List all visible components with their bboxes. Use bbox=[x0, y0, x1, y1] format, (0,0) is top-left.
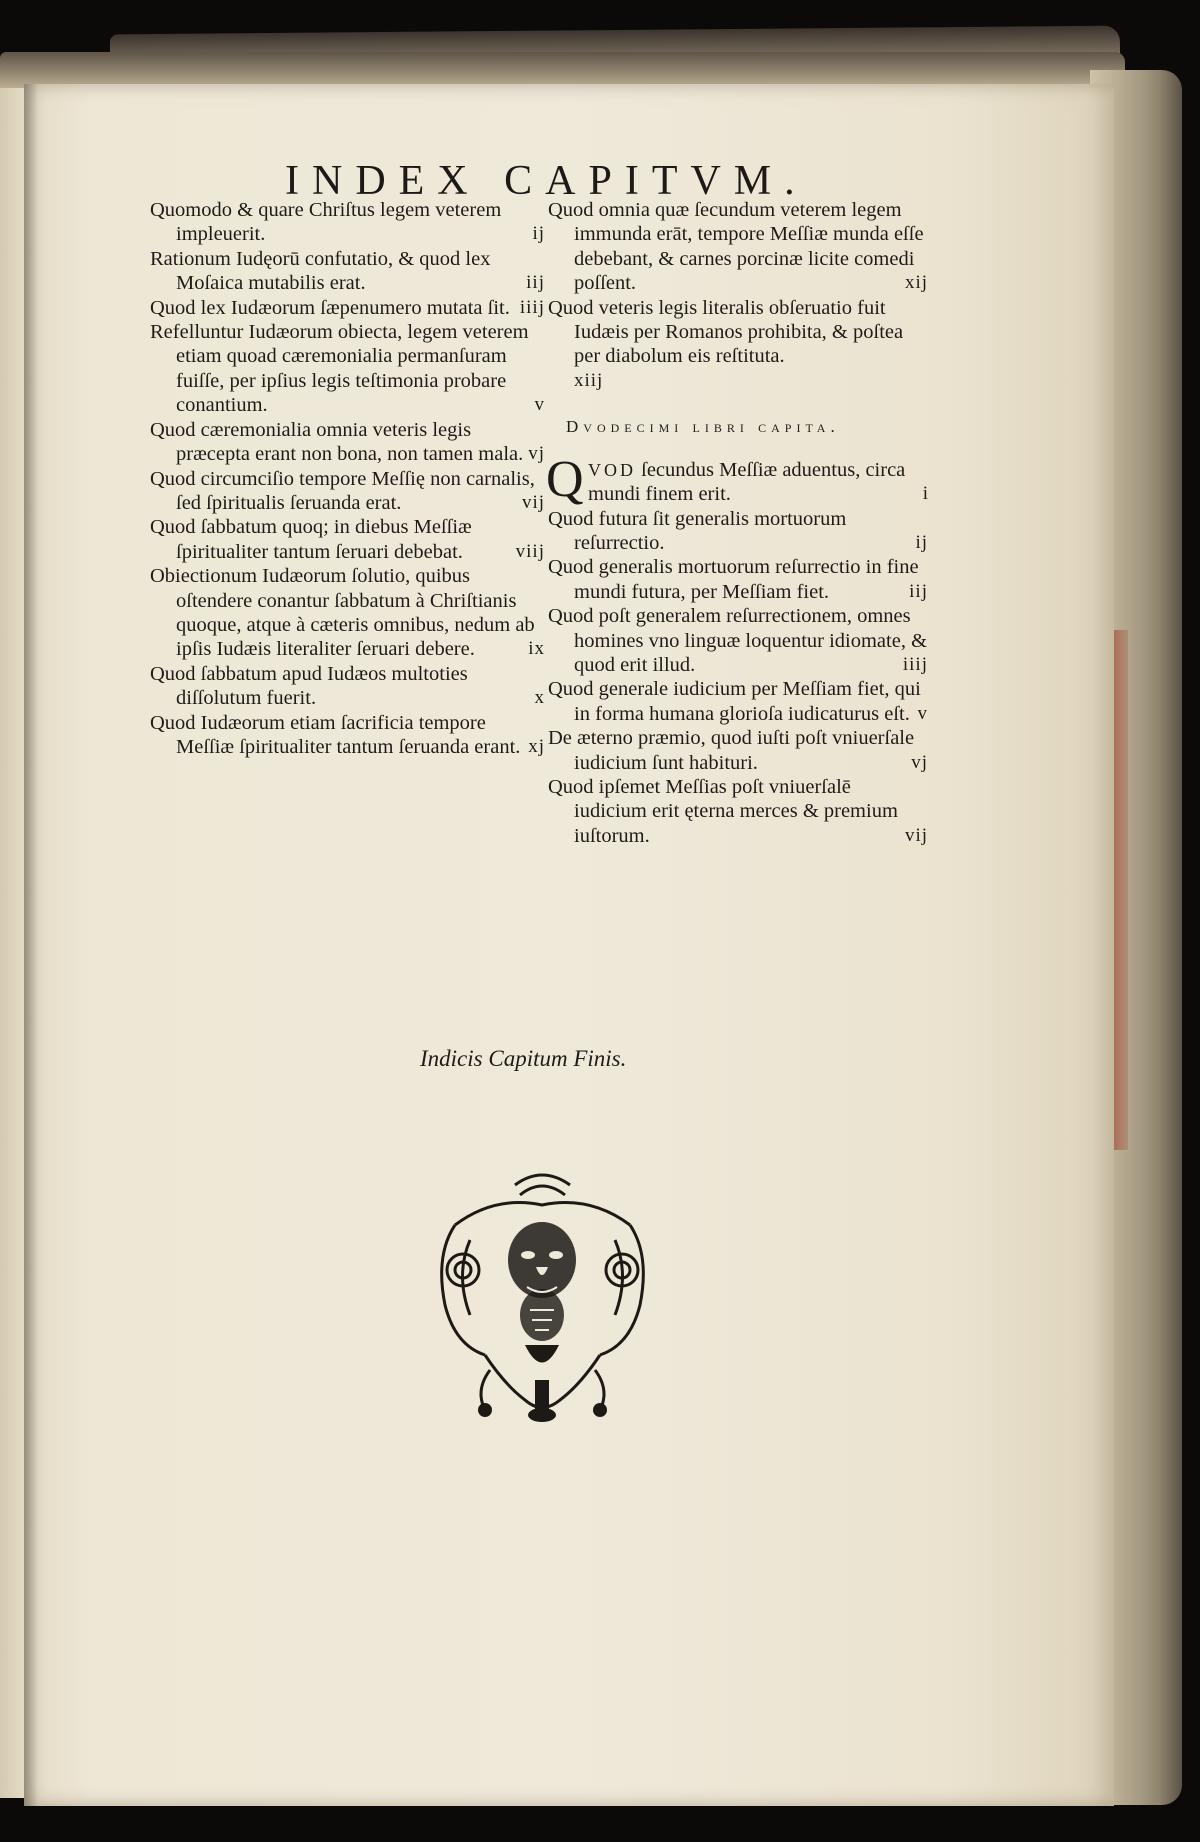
chapter-number: x bbox=[534, 687, 545, 709]
index-entry bbox=[548, 198, 928, 296]
index-entry bbox=[150, 564, 545, 662]
entry-text: Quod ſabbatum quoq; in diebus Meſſiæ ſpiritualiter tantum ſeruari debebat. bbox=[150, 516, 472, 563]
index-entry bbox=[150, 418, 545, 467]
entry-text: Quod poſt generalem reſurrectionem, omnes homines vno linguæ loquentur idiomate, & quod erit illud. bbox=[548, 605, 928, 676]
chapter-number: vj bbox=[528, 443, 545, 465]
chapter-number: viij bbox=[515, 540, 545, 562]
entry-text: Obiectionum Iudæorum ſolutio, quibus oſtendere conantur ſabbatum à Chriſtianis quoque, atque à cæteris omnibus, nedum ab ipſis Iudæis literaliter ſeruari debere. bbox=[150, 565, 535, 661]
chapter-number: v bbox=[534, 394, 545, 416]
entry-text: Quod veteris legis literalis obſeruatio fuit Iudæis per Romanos prohibita, & poſtea per diabolum eis reſtituta. bbox=[548, 296, 904, 368]
entry-text: Quod ipſemet Meſſias poſt vniuerſalē iudicium erit ęterna merces & premium iuſtorum. bbox=[548, 776, 898, 847]
index-entry bbox=[150, 662, 545, 711]
entry-text: De æterno præmio, quod iuſti poſt vniuerſale iudicium ſunt habituri. bbox=[548, 727, 915, 774]
entry-text: Quod Iudæorum etiam ſacrificia tempore Meſſiæ ſpiritualiter tantum ſeruanda erant. bbox=[150, 711, 521, 759]
index-entry bbox=[150, 198, 545, 247]
small-caps-opening: VOD bbox=[588, 459, 636, 480]
entry-text: Quod generalis mortuorum reſurrectio in fine mundi futura, per Meſſiam fiet. bbox=[548, 556, 919, 603]
section-heading: Dvodecimi libri capita. bbox=[566, 417, 840, 437]
index-entry bbox=[548, 775, 928, 848]
index-entry bbox=[150, 296, 545, 320]
index-entry bbox=[548, 726, 928, 775]
index-entry bbox=[150, 711, 545, 760]
chapter-number: vj bbox=[911, 751, 928, 773]
entry-text: Quod ſabbatum apud Iudæos multoties diſſolutum fuerit. bbox=[150, 662, 468, 710]
chapter-number: iiij bbox=[519, 296, 545, 318]
entry-text: Refelluntur Iudæorum obiecta, legem veterem etiam quoad cæremonialia permanſuram fuiſſe, per ipſius legis teſtimonia probare conantium. bbox=[150, 321, 529, 417]
chapter-number: iiij bbox=[902, 653, 928, 675]
entry-text: Quod futura ſit generalis mortuorum reſurrectio. bbox=[548, 507, 847, 554]
gutter-shadow bbox=[24, 84, 38, 1806]
index-entry bbox=[548, 296, 928, 394]
index-entry bbox=[150, 467, 545, 516]
entry-text: Quod generale iudicium per Meſſiam fiet, qui in forma humana glorioſa iudicaturus eſt. bbox=[548, 678, 921, 725]
chapter-number: xiij bbox=[574, 369, 604, 391]
entry-text: Quomodo & quare Chriſtus legem veterem impleuerit. bbox=[150, 199, 502, 246]
entry-text: Quod lex Iudæorum ſæpenumero mutata ſit. bbox=[150, 296, 510, 319]
chapter-number: vij bbox=[521, 491, 545, 513]
index-entry bbox=[548, 604, 928, 677]
index-entry bbox=[548, 555, 928, 604]
chapter-number: xij bbox=[904, 272, 928, 294]
entry-text: Quod omnia quæ ſecundum veterem legem immunda erāt, tempore Meſſiæ munda eſſe debebant, & carnes porcinæ licite comedi poſſent. bbox=[548, 199, 924, 295]
chapter-number: xj bbox=[528, 736, 545, 758]
left-column bbox=[150, 198, 545, 760]
chapter-number: ij bbox=[532, 223, 545, 245]
index-entry bbox=[548, 677, 928, 726]
index-entry bbox=[548, 507, 928, 556]
index-entry bbox=[150, 515, 545, 564]
chapter-number: ij bbox=[915, 531, 928, 553]
index-entry bbox=[150, 320, 545, 418]
index-entry-first bbox=[546, 450, 928, 508]
entry-text: ſecundus Meſſiæ aduentus, circa mundi finem erit. bbox=[588, 458, 906, 506]
chapter-number: i bbox=[922, 483, 928, 505]
running-head: INDEX CAPITVM. bbox=[285, 158, 808, 204]
chapter-number: iij bbox=[909, 580, 928, 602]
entry-text: Quod cæremonialia omnia veteris legis præcepta erant non bona, non tamen mala. bbox=[150, 418, 524, 466]
chapter-number: vij bbox=[904, 824, 928, 846]
grotesque-mask-ornament-icon bbox=[415, 1165, 670, 1425]
right-column bbox=[548, 198, 928, 848]
entry-text: Rationum Iudęorū confutatio, & quod lex Moſaica mutabilis erat. bbox=[150, 247, 491, 295]
index-entry bbox=[150, 247, 545, 296]
chapter-number: v bbox=[917, 702, 928, 724]
drop-capital: Q bbox=[546, 450, 584, 508]
colophon-text: Indicis Capitum Finis. bbox=[420, 1046, 627, 1071]
entry-text: Quod circumciſio tempore Meſſię non carnalis, ſed ſpiritualis ſeruanda erat. bbox=[150, 467, 535, 514]
chapter-number: iij bbox=[526, 272, 545, 294]
chapter-number: ix bbox=[528, 638, 545, 660]
